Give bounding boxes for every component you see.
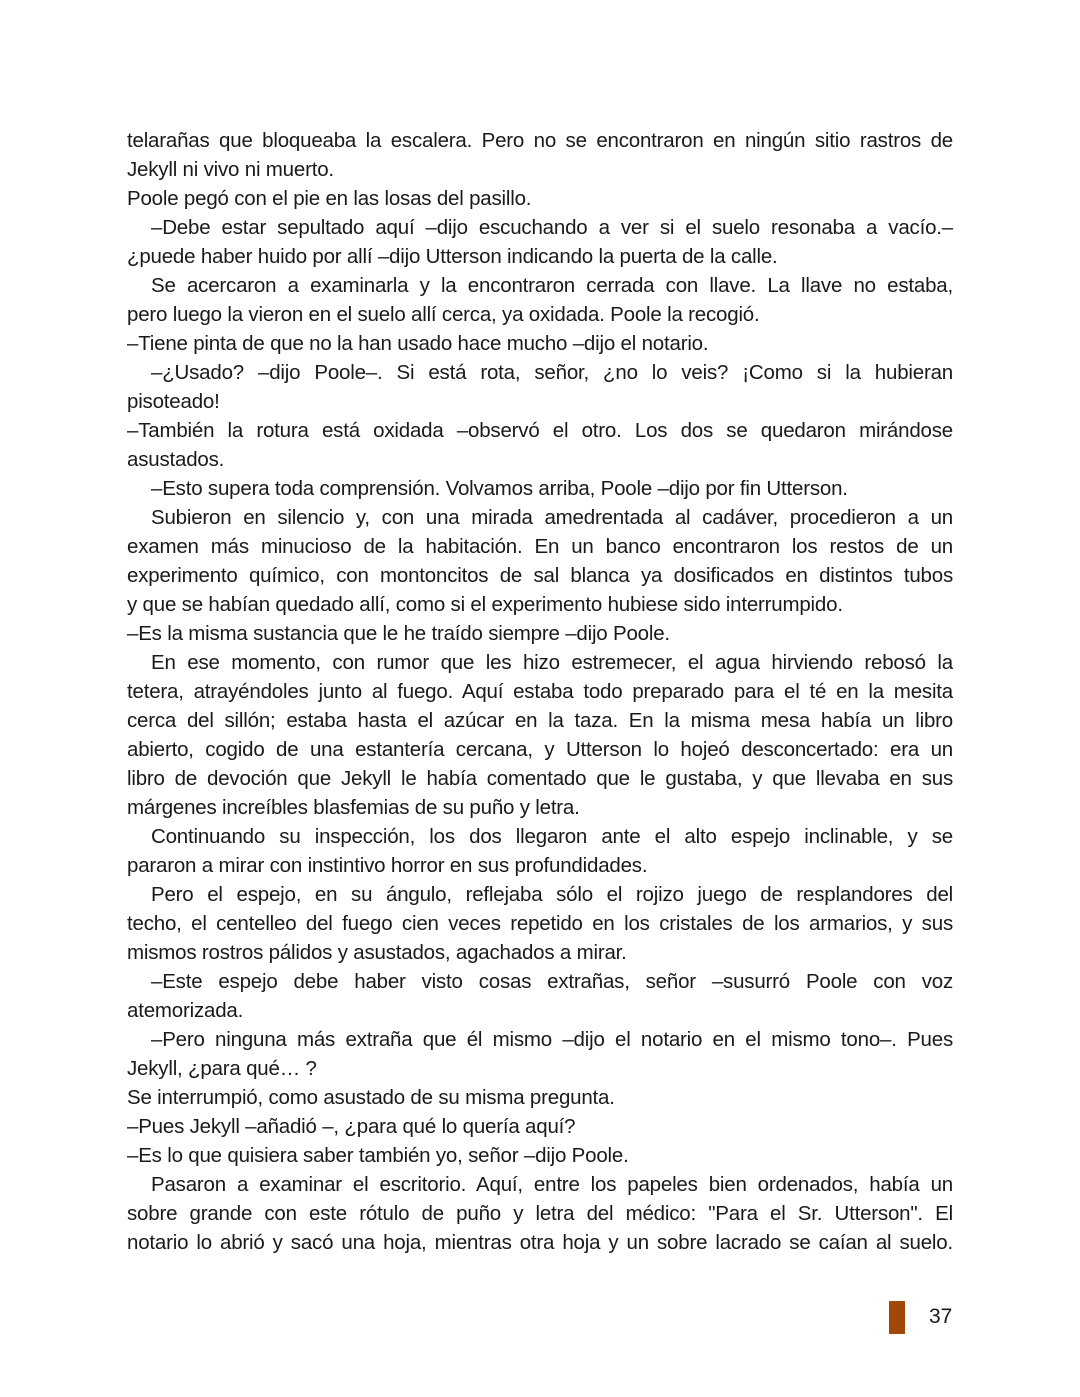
text-line: asustados. — [127, 448, 225, 471]
text-line: –Es la misma sustancia que le he traído siempre –dijo Poole. — [127, 622, 670, 645]
text-line: Jekyll ni vivo ni muerto. — [127, 158, 334, 181]
page-footer — [889, 1300, 952, 1334]
text-line: cerca del sillón; estaba hasta el azúcar en la taza. En la misma mesa había un libro — [127, 709, 953, 732]
text-line: Continuando su inspección, los dos llegaron ante el alto espejo inclinable, y se — [151, 825, 953, 848]
text-line: mismos rostros pálidos y asustados, agachados a mirar. — [127, 941, 627, 964]
text-line: libro de devoción que Jekyll le había comentado que le gustaba, y que llevaba en sus — [127, 767, 953, 790]
text-line: –Tiene pinta de que no la han usado hace mucho –dijo el notario. — [127, 332, 709, 355]
text-line: Poole pegó con el pie en las losas del pasillo. — [127, 187, 532, 210]
text-line: sobre grande con este rótulo de puño y letra del médico: "Para el Sr. Utterson". El — [127, 1202, 953, 1225]
text-line: –Debe estar sepultado aquí –dijo escuchando a ver si el suelo resonaba a vacío.– — [151, 216, 953, 239]
text-line: pararon a mirar con instintivo horror en sus profundidades. — [127, 854, 648, 877]
text-line: –Este espejo debe haber visto cosas extrañas, señor –susurró Poole con voz — [151, 970, 953, 993]
text-line: examen más minucioso de la habitación. En un banco encontraron los restos de un — [127, 535, 953, 558]
text-line: pero luego la vieron en el suelo allí cerca, ya oxidada. Poole la recogió. — [127, 303, 760, 326]
text-line: –Es lo que quisiera saber también yo, señor –dijo Poole. — [127, 1144, 629, 1167]
text-line: Pero el espejo, en su ángulo, reflejaba sólo el rojizo juego de resplandores del — [151, 883, 953, 906]
text-line: –¿Usado? –dijo Poole–. Si está rota, señor, ¿no lo veis? ¡Como si la hubieran — [151, 361, 953, 384]
page-number: 37 — [929, 1305, 953, 1328]
text-line: Pasaron a examinar el escritorio. Aquí, entre los papeles bien ordenados, había un — [151, 1173, 953, 1196]
text-line: abierto, cogido de una estantería cercana, y Utterson lo hojeó desconcertado: era un — [127, 738, 953, 761]
text-line: –También la rotura está oxidada –observó el otro. Los dos se quedaron mirándose — [127, 419, 953, 442]
text-line: experimento químico, con montoncitos de sal blanca ya dosificados en distintos tubos — [127, 564, 953, 587]
text-line: Se acercaron a examinarla y la encontraron cerrada con llave. La llave no estaba, — [151, 274, 953, 297]
body-text — [127, 126, 953, 1257]
text-line: Se interrumpió, como asustado de su misma pregunta. — [127, 1086, 615, 1109]
text-line: pisoteado! — [127, 390, 220, 413]
text-line: notario lo abrió y sacó una hoja, mientras otra hoja y un sobre lacrado se caían al suelo. — [127, 1231, 953, 1254]
text-line: –Pero ninguna más extraña que él mismo –dijo el notario en el mismo tono–. Pues — [151, 1028, 953, 1051]
page-marker-bar — [889, 1301, 905, 1334]
text-line: –Esto supera toda comprensión. Volvamos arriba, Poole –dijo por fin Utterson. — [151, 477, 848, 500]
text-line: telarañas que bloqueaba la escalera. Pero no se encontraron en ningún sitio rastros de — [127, 129, 953, 152]
text-line: En ese momento, con rumor que les hizo estremecer, el agua hirviendo rebosó la — [151, 651, 953, 674]
text-line: y que se habían quedado allí, como si el experimento hubiese sido interrumpido. — [127, 593, 843, 616]
text-line: Subieron en silencio y, con una mirada amedrentada al cadáver, procedieron a un — [151, 506, 953, 529]
text-line: –Pues Jekyll –añadió –, ¿para qué lo quería aquí? — [127, 1115, 576, 1138]
text-line: tetera, atrayéndoles junto al fuego. Aquí estaba todo preparado para el té en la mesita — [127, 680, 953, 703]
text-line: atemorizada. — [127, 999, 244, 1022]
text-line: techo, el centelleo del fuego cien veces repetido en los cristales de los armarios, y sus — [127, 912, 953, 935]
text-line: Jekyll, ¿para qué… ? — [127, 1057, 317, 1080]
text-line: ¿puede haber huido por allí –dijo Utterson indicando la puerta de la calle. — [127, 245, 778, 268]
text-line: márgenes increíbles blasfemias de su puño y letra. — [127, 796, 580, 819]
